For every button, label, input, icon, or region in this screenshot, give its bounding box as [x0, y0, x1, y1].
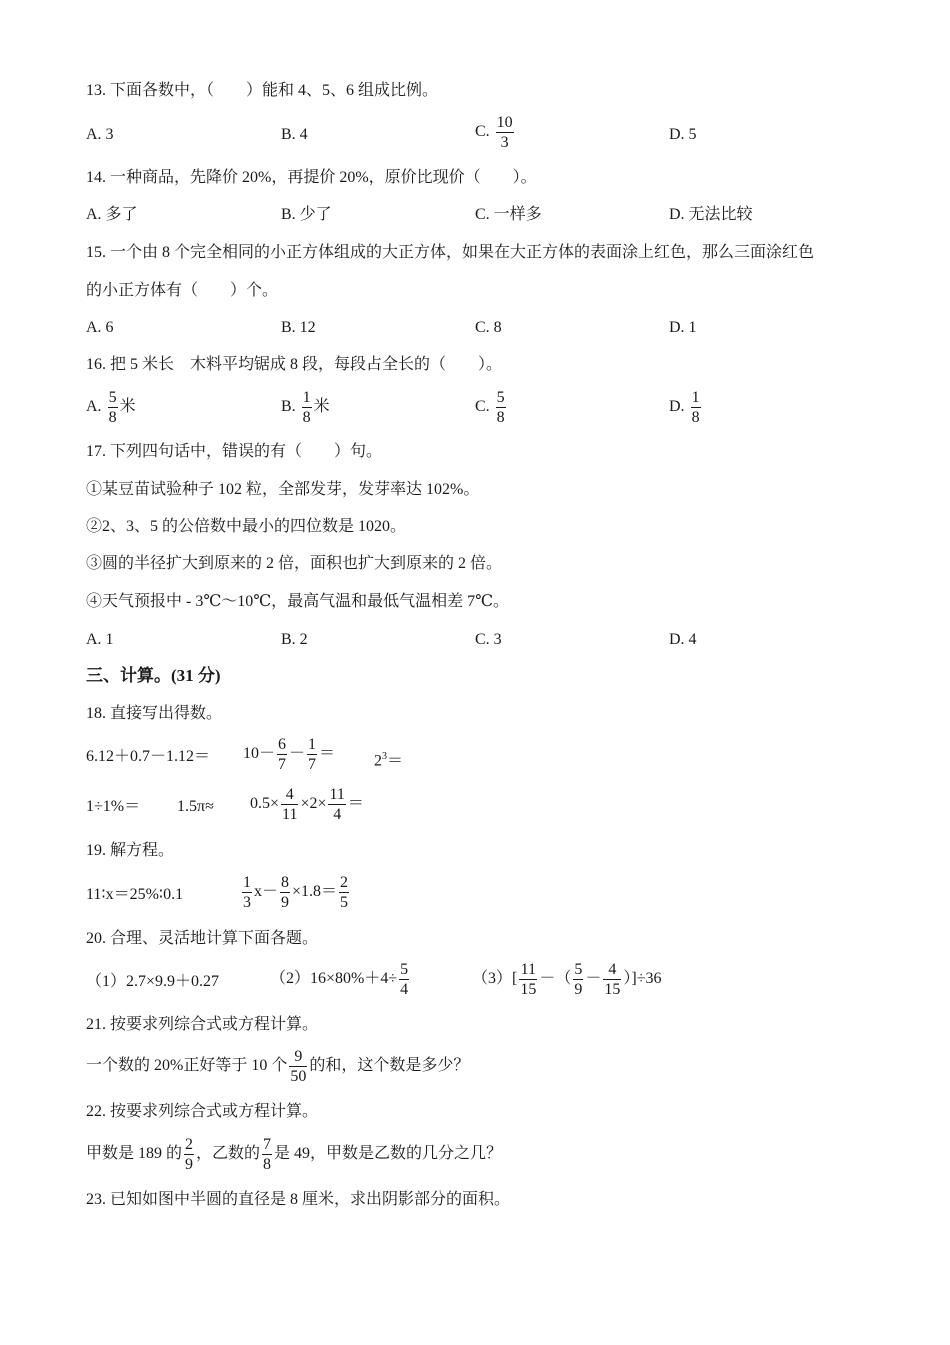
- q19-equation-1: 11∶x＝25%∶0.1: [86, 886, 184, 903]
- fraction: [573, 960, 583, 999]
- fraction: [277, 735, 287, 774]
- numerator: 2: [340, 874, 349, 891]
- q16-option-b-unit: 米: [313, 398, 330, 416]
- fraction: [328, 785, 345, 824]
- numerator: 4: [281, 785, 298, 805]
- numerator: 7: [263, 1136, 272, 1153]
- numerator: 4: [603, 960, 621, 980]
- q15-option-c: C. 8: [475, 319, 502, 336]
- q20-part-2: [270, 960, 411, 999]
- denominator: 8: [108, 409, 117, 426]
- denominator: 5: [340, 894, 349, 911]
- q15-option-d: D. 1: [669, 319, 697, 336]
- q22-stem: 22. 按要求列综合式或方程计算。: [86, 1103, 319, 1120]
- expr-part: 10－: [243, 745, 276, 763]
- q15-option-a: A. 6: [86, 319, 114, 336]
- q18-expr-2: [243, 735, 335, 774]
- q18-expr-1: 6.12＋0.7－1.12＝: [86, 748, 211, 765]
- q13-option-a: A. 3: [86, 126, 114, 143]
- numerator: 5: [496, 389, 505, 406]
- numerator: 1: [691, 389, 700, 406]
- q18-stem: 18. 直接写出得数。: [86, 705, 223, 722]
- q17-option-a: A. 1: [86, 631, 114, 648]
- expr-part: ＝: [319, 745, 336, 763]
- fraction: [242, 873, 252, 912]
- power-base: 2: [374, 752, 382, 770]
- q16-option-b: [281, 388, 330, 427]
- q16-option-a-unit: 米: [119, 398, 136, 416]
- text-part: 是 49，甲数是乙数的几分之几？: [274, 1145, 503, 1163]
- q21-stem: 21. 按要求列综合式或方程计算。: [86, 1016, 319, 1033]
- q17-statement-3: ③圆的半径扩大到原来的 2 倍，面积也扩大到原来的 2 倍。: [86, 555, 503, 572]
- denominator: 4: [333, 806, 342, 823]
- fraction: [399, 960, 409, 999]
- denominator: 8: [263, 1156, 272, 1173]
- q16-option-c-fraction: [496, 388, 506, 427]
- q18-expr-4: 1÷1%＝: [86, 798, 141, 815]
- text-part: 的和，这个数是多少？: [309, 1057, 470, 1075]
- q13-option-b: B. 4: [281, 126, 308, 143]
- numerator: 1: [308, 736, 317, 753]
- q18-expr-5: 1.5π≈: [177, 798, 214, 815]
- q15-stem-line1: 15. 一个由 8 个完全相同的小正方体组成的大正方体，如果在大正方体的表面涂上红色，那么三面涂红色: [86, 244, 815, 261]
- q13-stem: 13. 下面各数中，（ ）能和 4、5、6 组成比例。: [86, 82, 439, 99]
- q14-stem: 14. 一种商品，先降价 20%，再提价 20%，原价比现价（ ）。: [86, 169, 537, 186]
- denominator: 8: [302, 409, 311, 426]
- fraction: [307, 735, 317, 774]
- numerator: 1: [243, 874, 251, 891]
- q16-option-a-fraction: [108, 388, 118, 427]
- numerator: 5: [400, 961, 409, 978]
- expr-part: （2）16×80%＋4÷: [270, 970, 398, 988]
- denominator: 9: [185, 1156, 194, 1173]
- denominator: 7: [278, 756, 287, 773]
- q16-option-a-label: A.: [86, 398, 102, 416]
- q19-stem: 19. 解方程。: [86, 842, 175, 859]
- numerator: 6: [278, 736, 287, 753]
- fraction: [280, 873, 290, 912]
- text-part: ，乙数的: [196, 1145, 261, 1163]
- denominator: 15: [604, 981, 621, 998]
- numerator: 8: [281, 874, 290, 891]
- q14-option-c: C. 一样多: [475, 206, 542, 223]
- q16-option-a: [86, 388, 136, 427]
- q14-option-a: A. 多了: [86, 206, 138, 223]
- q16-option-b-label: B.: [281, 398, 296, 416]
- q16-option-d: [669, 388, 703, 427]
- q23-stem: 23. 已知如图中半圆的直径是 8 厘米，求出阴影部分的面积。: [86, 1191, 511, 1208]
- fraction: [603, 960, 621, 999]
- q16-option-b-fraction: [302, 388, 312, 427]
- q13-option-c-label: C.: [475, 123, 490, 141]
- denominator: 9: [574, 981, 583, 998]
- q15-stem-line2: 的小正方体有（ ）个。: [86, 282, 279, 299]
- expr-part: （3）[: [472, 970, 518, 988]
- q13-option-c-fraction: [496, 113, 514, 152]
- expr-part: 0.5×: [250, 795, 280, 813]
- q16-option-c-label: C.: [475, 398, 490, 416]
- denominator: 9: [281, 894, 290, 911]
- q17-option-c: C. 3: [475, 631, 502, 648]
- numerator: 5: [574, 961, 583, 978]
- q13-option-d: D. 5: [669, 126, 697, 143]
- expr-part: －（: [539, 970, 572, 988]
- fraction: [289, 1047, 307, 1086]
- section-3-heading: 三、计算。(31 分): [86, 666, 221, 685]
- power-exponent: 3: [382, 751, 387, 762]
- expr-part: ＝: [347, 795, 364, 813]
- expr-part: x－: [254, 883, 279, 901]
- q17-option-d: D. 4: [669, 631, 697, 648]
- text-part: 一个数的 20%正好等于 10 个: [86, 1057, 288, 1075]
- q20-part-3: [472, 960, 662, 999]
- denominator: 7: [308, 756, 317, 773]
- q20-part-1: （1）2.7×9.9＋0.27: [86, 973, 220, 990]
- q17-statement-2: ②2、3、5 的公倍数中最小的四位数是 1020。: [86, 518, 407, 535]
- fraction: [262, 1135, 272, 1174]
- numerator: 1: [302, 389, 311, 406]
- expr-part: －: [585, 970, 602, 988]
- numerator: 9: [289, 1047, 307, 1067]
- denominator: 15: [520, 981, 537, 998]
- q17-statement-1: ①某豆苗试验种子 102 粒，全部发芽，发芽率达 102%。: [86, 481, 480, 498]
- q18-expr-3: [374, 747, 403, 771]
- q16-option-c: [475, 388, 508, 427]
- expr-part: ×2×: [300, 795, 327, 813]
- denominator: 8: [496, 409, 505, 426]
- denominator: 11: [282, 806, 298, 823]
- q17-statement-4: ④天气预报中 - 3℃～10℃，最高气温和最低气温相差 7℃。: [86, 593, 510, 610]
- numerator: 10: [496, 114, 513, 131]
- denominator: 3: [500, 134, 509, 151]
- q15-option-b: B. 12: [281, 319, 316, 336]
- expr-part: ＝: [387, 752, 404, 770]
- q16-option-d-fraction: [691, 388, 701, 427]
- q20-stem: 20. 合理、灵活地计算下面各题。: [86, 930, 319, 947]
- expr-part: ）]÷36: [623, 970, 662, 988]
- numerator: 11: [520, 961, 537, 978]
- fraction: [281, 785, 298, 824]
- fraction: [339, 873, 349, 912]
- q16-option-d-label: D.: [669, 398, 685, 416]
- fraction: [184, 1135, 194, 1174]
- fraction: [519, 960, 537, 999]
- q19-equation-2: [240, 873, 351, 912]
- q13-option-c: [475, 113, 516, 152]
- q17-stem: 17. 下列四句话中，错误的有（ ）句。: [86, 443, 383, 460]
- numerator: 2: [185, 1136, 194, 1153]
- text-part: 甲数是 189 的: [86, 1145, 183, 1163]
- q21-body: [86, 1047, 469, 1086]
- denominator: 4: [400, 981, 409, 998]
- numerator: 11: [329, 786, 345, 803]
- q22-body: [86, 1135, 502, 1174]
- denominator: 3: [243, 894, 251, 911]
- denominator: 50: [290, 1068, 307, 1085]
- q18-expr-6: [250, 785, 364, 824]
- expr-part: ×1.8＝: [292, 883, 338, 901]
- q17-option-b: B. 2: [281, 631, 308, 648]
- q14-option-d: D. 无法比较: [669, 206, 753, 223]
- q14-option-b: B. 少了: [281, 206, 332, 223]
- q16-stem: 16. 把 5 米长 木料平均锯成 8 段，每段占全长的（ ）。: [86, 356, 503, 373]
- numerator: 5: [108, 389, 117, 406]
- denominator: 8: [691, 409, 700, 426]
- expr-part: －: [289, 745, 306, 763]
